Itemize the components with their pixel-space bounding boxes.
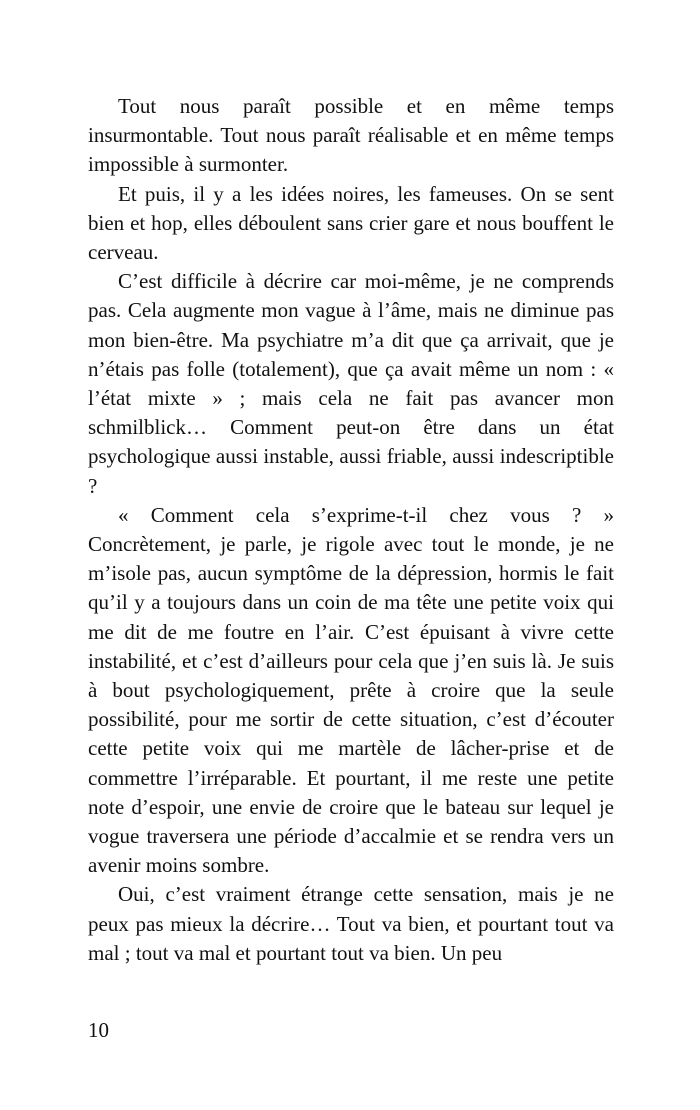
paragraph-3: C’est difficile à décrire car moi-même, je ne comprends pas. Cela augmente mon vague à l’âme, mais ne diminue pas mon bien-être. Ma psychiatre m’a dit que ça arrivait, que je n’étais pas folle (totalement), que ça avait même un nom : « l’état mixte » ; mais cela ne fait pas avancer mon schmilblick… Comment peut-on être dans un état psychologique aussi instable, aussi friable, aussi indescriptible ? <box>88 269 614 498</box>
paragraph-5: Oui, c’est vraiment étrange cette sensation, mais je ne peux pas mieux la décrire… Tout va bien, et pourtant tout va mal ; tout va mal et pourtant tout va bien. Un peu <box>88 882 614 965</box>
paragraph-1: Tout nous paraît possible et en même temps insurmontable. Tout nous paraît réalisable et en même temps impossible à surmonter. <box>88 94 614 177</box>
paragraph-2: Et puis, il y a les idées noires, les fameuses. On se sent bien et hop, elles déboulent sans crier gare et nous bouffent le cerveau. <box>88 181 614 265</box>
paragraph-4: « Comment cela s’exprime-t-il chez vous ? » Concrètement, je parle, je rigole avec tout le monde, je ne m’isole pas, aucun symptôme de la dépression, hormis le fait qu’il y a toujours dans un coin de ma tête une petite voix qui me dit de me foutre en l’air. C’est épuisant à vivre cette instabilité, et c’est d’ailleurs pour cela que j’en suis là. Je suis à bout psychologiquement, prête à croire que la seule possibilité, pour me sortir de cette situation, c’est d’écouter cette petite voix qui me martèle de lâcher-prise et de commettre l’irréparable. Et pourtant, il me reste une petite note d’espoir, une envie de croire que le bateau sur lequel je vogue traversera une période d’accalmie et se rendra vers un avenir moins sombre. <box>88 502 614 878</box>
page-body <box>88 92 614 968</box>
page-number: 10 <box>88 1018 109 1042</box>
